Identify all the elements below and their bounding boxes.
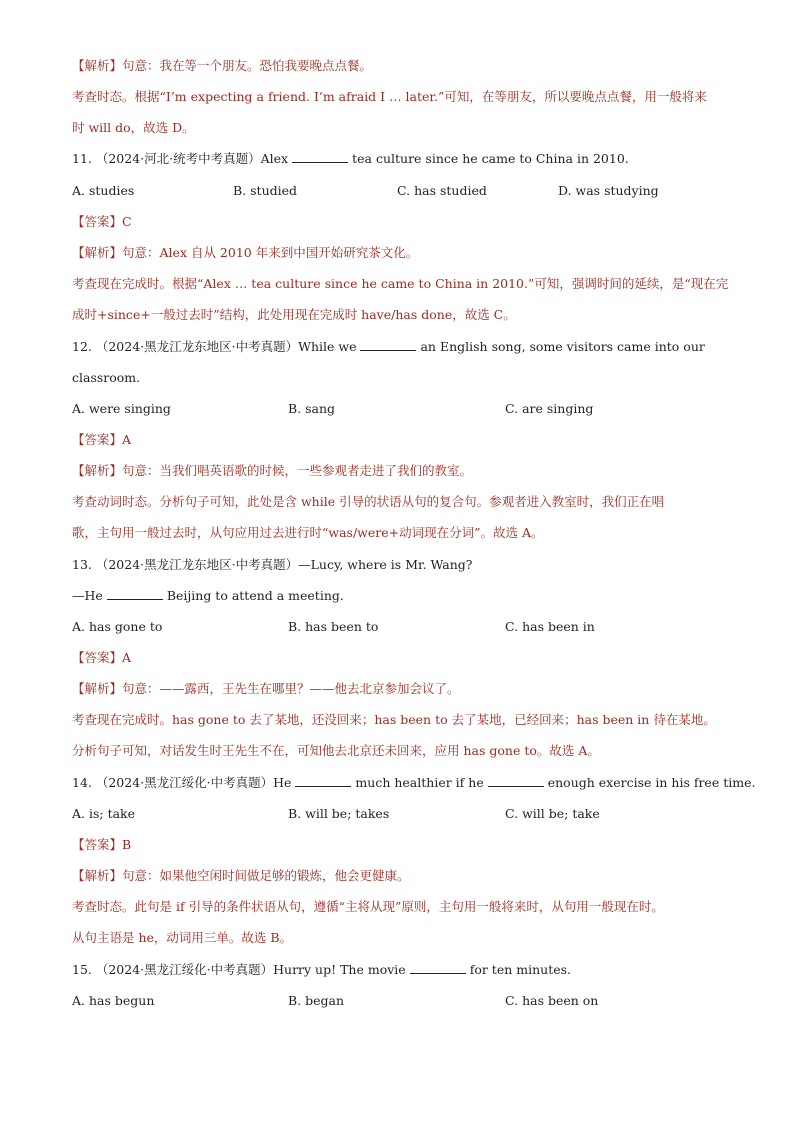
q13-blank bbox=[107, 589, 163, 600]
q12-stem-line2: classroom. bbox=[72, 370, 141, 385]
q11-explanation-2: 成时+since+一般过去时”结构，此处用现在完成时 have/has done，故选 C。 bbox=[72, 307, 516, 322]
analysis-text: 句意：Alex 自从 2010 年来到中国开始研究茶文化。 bbox=[122, 245, 419, 260]
q11-explanation-1: 考查现在完成时。根据“Alex … tea culture since he came to China in 2010.”可知，强调时间的延续，是“现在完 bbox=[72, 276, 729, 291]
q15-option-c: C. has been on bbox=[505, 993, 599, 1008]
q11-option-d: D. was studying bbox=[558, 183, 659, 198]
q13-explanation-2: 分析句子可知，对话发生时王先生不在，可知他去北京还未回来，应用 has gone to。故选 A。 bbox=[72, 743, 600, 758]
q15-stem bbox=[72, 962, 722, 978]
q14-blank-1 bbox=[295, 776, 351, 787]
q12-explanation-2: 歌，主句用一般过去时，从句应用过去进行时“was/were+动词现在分词”。故选 A。 bbox=[72, 525, 544, 540]
q11-stem-post: tea culture since he came to China in 2010. bbox=[352, 151, 629, 166]
q14-explanation-2: 从句主语是 he，动词用三单。故选 B。 bbox=[72, 930, 293, 945]
q14-answer bbox=[72, 837, 722, 853]
q14-analysis bbox=[72, 868, 722, 884]
q14-stem-mid: much healthier if he bbox=[355, 775, 484, 790]
q13-option-a: A. has gone to bbox=[72, 619, 163, 634]
answer-tag: 【答案】 bbox=[72, 432, 123, 447]
intro-explanation-2: 时 will do，故选 D。 bbox=[72, 120, 195, 135]
q11-stem bbox=[72, 151, 722, 167]
intro-explanation-1: 考查时态。根据“I’m expecting a friend. I’m afraid I … later.”可知，在等朋友，所以要晚点点餐，用一般将来 bbox=[72, 89, 707, 104]
answer-value: C bbox=[122, 214, 132, 229]
analysis-text: 句意：——露西，王先生在哪里？——他去北京参加会议了。 bbox=[122, 681, 460, 696]
q12-answer bbox=[72, 432, 722, 448]
q14-stem-pre: 14. （2024·黑龙江绥化·中考真题）He bbox=[72, 775, 292, 790]
answer-tag: 【答案】 bbox=[72, 837, 123, 852]
q12-option-b: B. sang bbox=[288, 401, 336, 416]
q12-stem-post: an English song, some visitors came into our bbox=[420, 339, 705, 354]
analysis-text: 句意：当我们唱英语歌的时候，一些参观者走进了我们的教室。 bbox=[122, 463, 473, 478]
q14-option-b: B. will be; takes bbox=[288, 806, 390, 821]
q12-stem bbox=[72, 339, 722, 355]
q13-stem: 13. （2024·黑龙江龙东地区·中考真题）—Lucy, where is Mr. Wang? bbox=[72, 557, 473, 572]
q13-stem-line2 bbox=[72, 588, 722, 604]
answer-value: B bbox=[122, 837, 132, 852]
q13-option-b: B. has been to bbox=[288, 619, 379, 634]
q14-blank-2 bbox=[488, 776, 544, 787]
q12-analysis bbox=[72, 463, 722, 479]
q14-option-a: A. is; take bbox=[72, 806, 136, 821]
intro-analysis bbox=[72, 58, 722, 74]
q11-option-b: B. studied bbox=[233, 183, 298, 198]
q15-stem-pre: 15. （2024·黑龙江绥化·中考真题）Hurry up! The movie bbox=[72, 962, 406, 977]
q13-answer bbox=[72, 650, 722, 666]
q13-analysis bbox=[72, 681, 722, 697]
q11-option-c: C. has studied bbox=[397, 183, 487, 198]
q15-option-b: B. began bbox=[288, 993, 345, 1008]
q12-option-c: C. are singing bbox=[505, 401, 594, 416]
q11-analysis bbox=[72, 245, 722, 261]
answer-value: A bbox=[122, 650, 132, 665]
q12-blank bbox=[360, 340, 416, 351]
analysis-tag: 【解析】 bbox=[72, 681, 123, 696]
q11-blank bbox=[292, 152, 348, 163]
analysis-tag: 【解析】 bbox=[72, 868, 123, 883]
q13-line2-post: Beijing to attend a meeting. bbox=[166, 588, 344, 603]
q14-option-c: C. will be; take bbox=[505, 806, 600, 821]
analysis-text: 句意：如果他空闲时间做足够的锻炼，他会更健康。 bbox=[122, 868, 410, 883]
q11-option-a: A. studies bbox=[72, 183, 135, 198]
answer-tag: 【答案】 bbox=[72, 214, 123, 229]
answer-tag: 【答案】 bbox=[72, 650, 123, 665]
q13-line2-pre: —He bbox=[72, 588, 103, 603]
analysis-tag: 【解析】 bbox=[72, 463, 123, 478]
q14-stem bbox=[72, 775, 756, 791]
q11-answer bbox=[72, 214, 722, 230]
analysis-tag: 【解析】 bbox=[72, 245, 123, 260]
q11-stem-pre: 11. （2024·河北·统考中考真题）Alex bbox=[72, 151, 289, 166]
q12-option-a: A. were singing bbox=[72, 401, 171, 416]
q13-explanation-1: 考查现在完成时。has gone to 去了某地，还没回来；has been to 去了某地，已经回来；has been in 待在某地。 bbox=[72, 712, 716, 727]
q12-explanation-1: 考查动词时态。分析句子可知，此处是含 while 引导的状语从句的复合句。参观者进入教室时，我们正在唱 bbox=[72, 494, 665, 509]
q15-stem-post: for ten minutes. bbox=[469, 962, 572, 977]
q12-stem-pre: 12. （2024·黑龙江龙东地区·中考真题）While we bbox=[72, 339, 357, 354]
q14-explanation-1: 考查时态。此句是 if 引导的条件状语从句，遵循“主将从现”原则，主句用一般将来时，从句用一般现在时。 bbox=[72, 899, 664, 914]
analysis-text: 句意：我在等一个朋友。恐怕我要晚点点餐。 bbox=[122, 58, 373, 73]
q15-option-a: A. has begun bbox=[72, 993, 155, 1008]
q14-stem-post: enough exercise in his free time. bbox=[547, 775, 756, 790]
q13-option-c: C. has been in bbox=[505, 619, 595, 634]
analysis-tag: 【解析】 bbox=[72, 58, 123, 73]
answer-value: A bbox=[122, 432, 132, 447]
q15-blank bbox=[410, 963, 466, 974]
